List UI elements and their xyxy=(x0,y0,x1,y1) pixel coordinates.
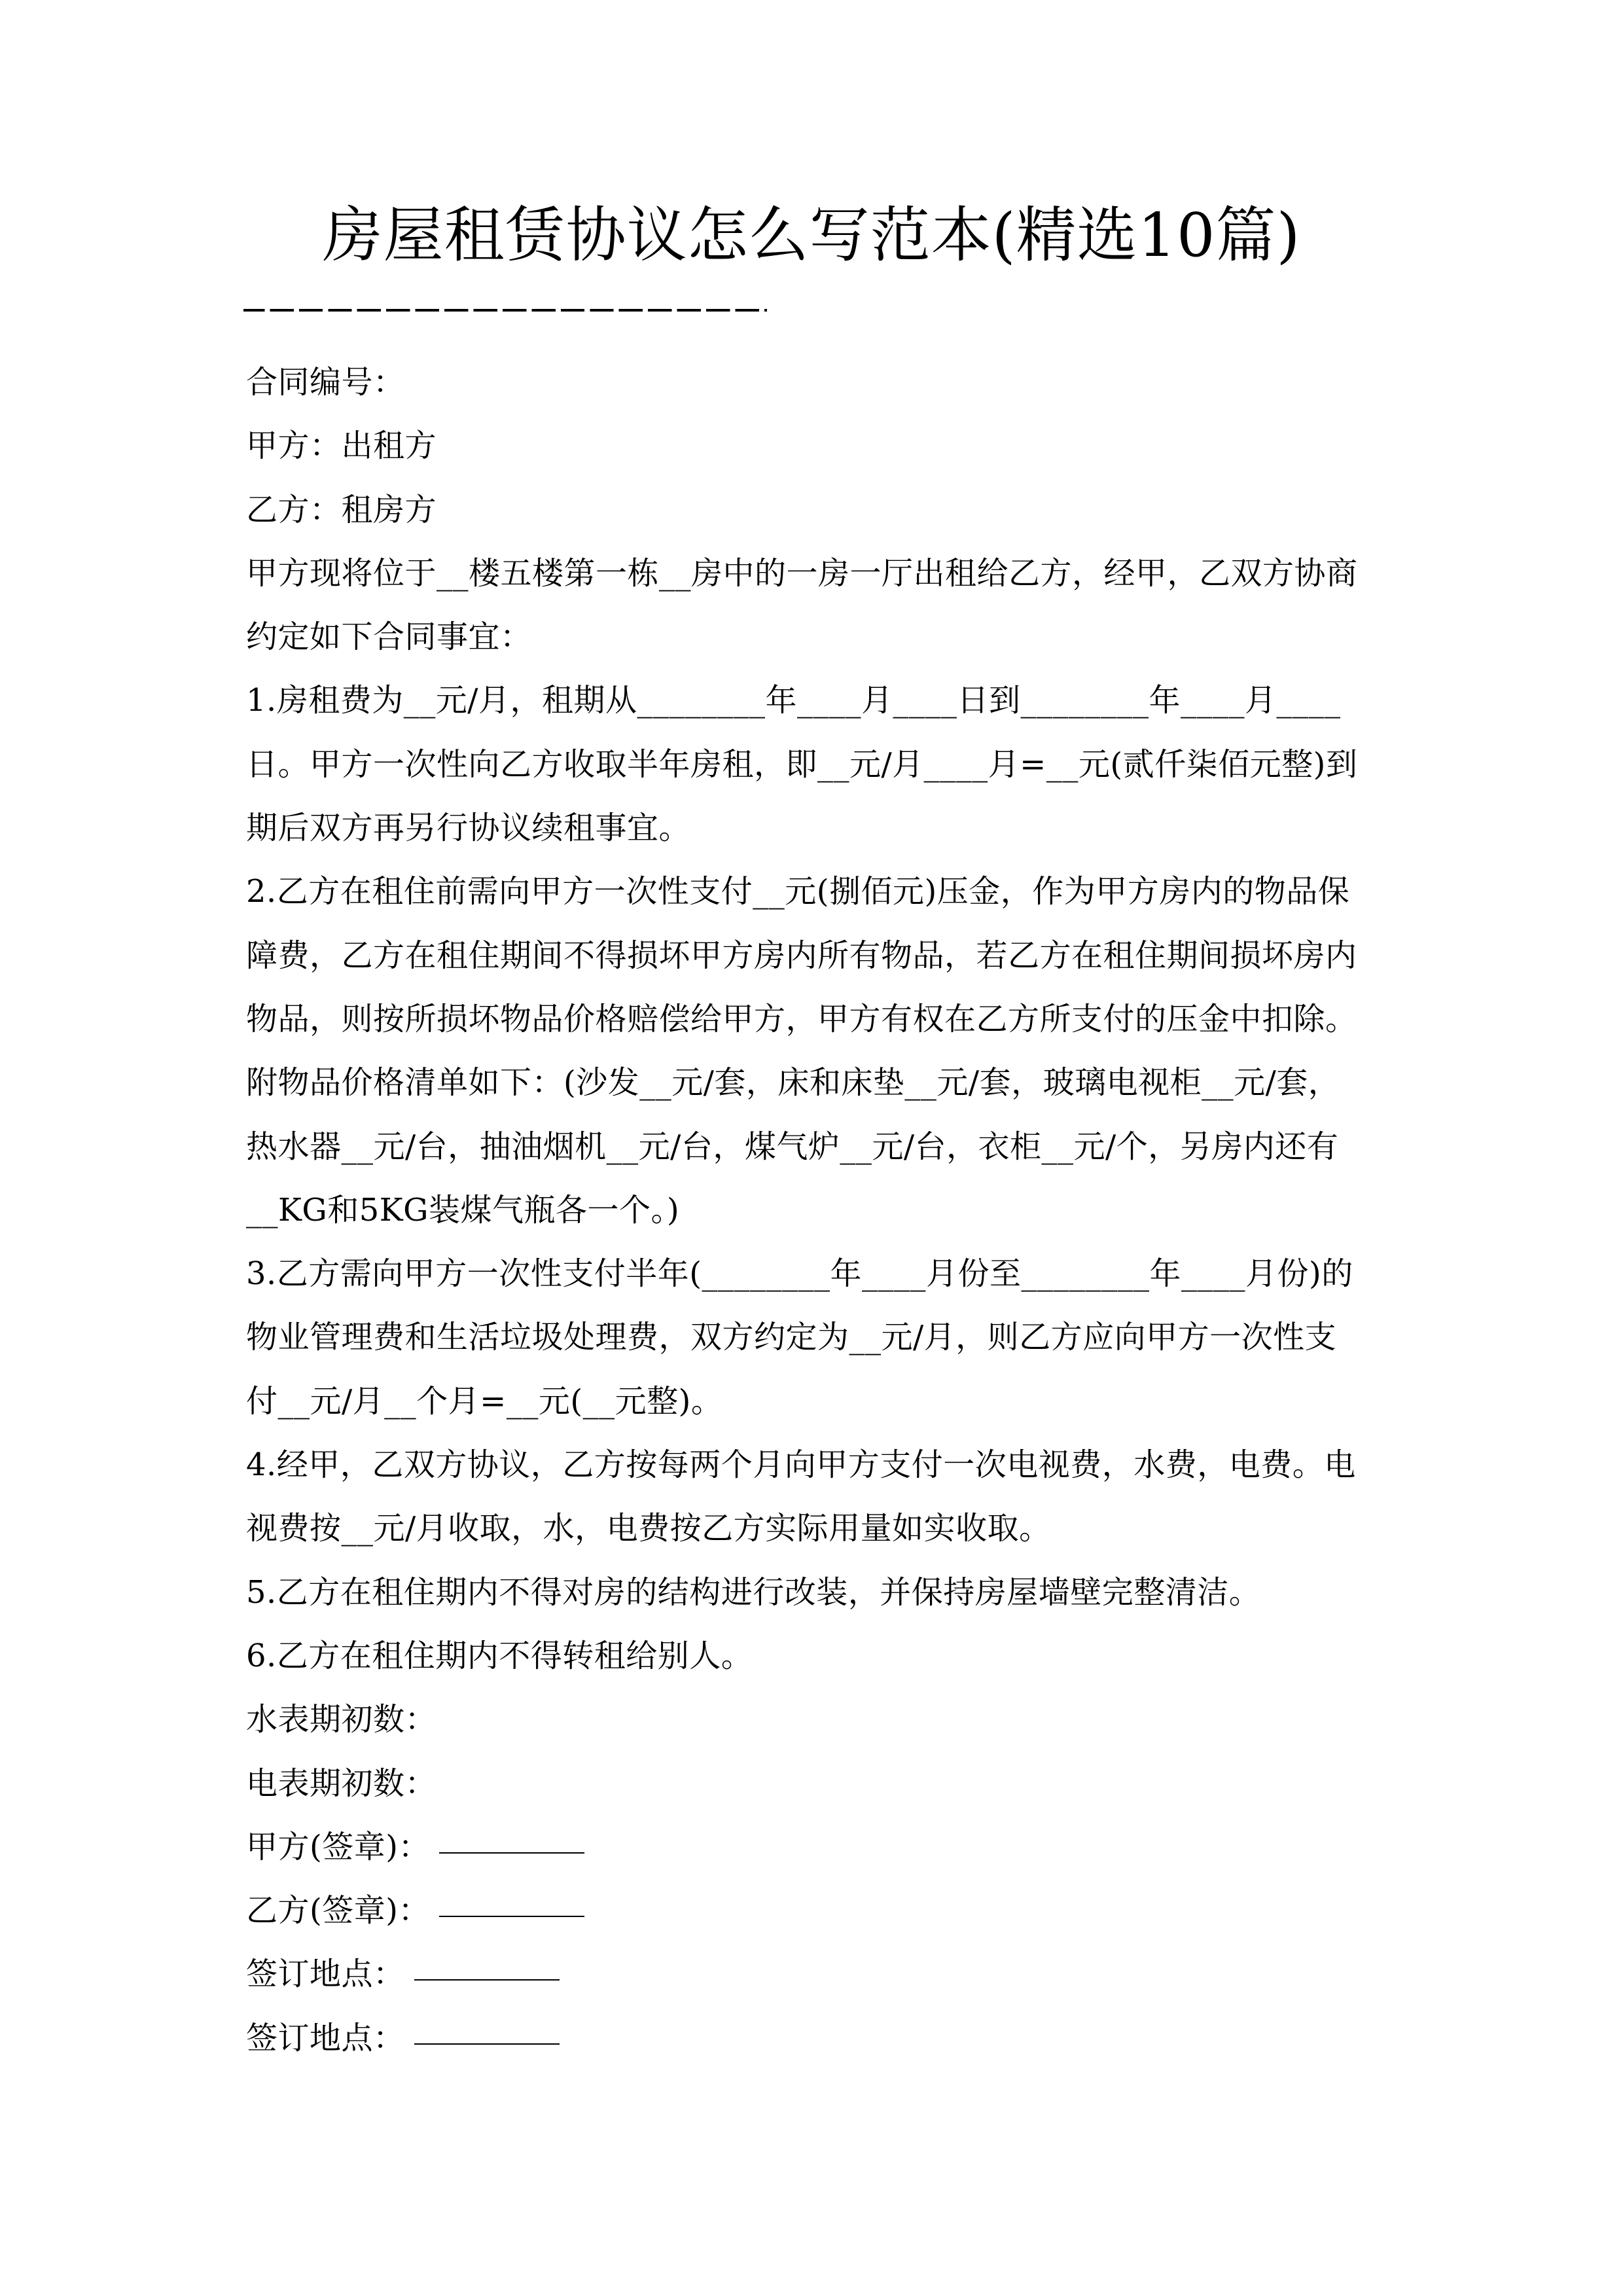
clause-line: 6.乙方在租住期内不得转租给别人。 xyxy=(246,1637,753,1674)
clause-line: 2.乙方在租住前需向甲方一次性支付__元(捌佰元)压金，作为甲方房内的物品保 xyxy=(246,873,1350,910)
signing-place-blank-2 xyxy=(414,2043,560,2045)
clause-6 xyxy=(246,1624,1385,1688)
party-a-signature-row xyxy=(246,1816,1385,1879)
contract-number-field: 合同编号： xyxy=(246,364,405,401)
contract-body xyxy=(246,351,1385,2070)
party-b-field: 乙方：租房方 xyxy=(246,491,437,528)
party-a-signature-label: 甲方(签章)： xyxy=(246,1828,430,1865)
water-meter-initial-reading: 水表期初数： xyxy=(246,1701,437,1738)
party-a-field: 甲方：出租方 xyxy=(246,427,437,465)
clause-line: 4.经甲，乙双方协议，乙方按每两个月向甲方支付一次电视费，水费，电费。电 xyxy=(246,1446,1356,1484)
clause-line: 日。甲方一次性向乙方收取半年房租，即__元/月____月=__元(贰仟柒佰元整)到 xyxy=(246,745,1358,783)
party-b-signature-label: 乙方(签章)： xyxy=(246,1892,430,1929)
intro-line: 约定如下合同事宜： xyxy=(246,619,532,656)
clause-line: 付__元/月__个月=__元(__元整)。 xyxy=(246,1382,723,1420)
clause-line: 物品，则按所损坏物品价格赔偿给甲方，甲方有权在乙方所支付的压金中扣除。 xyxy=(246,1000,1357,1037)
signing-place-label: 签订地点： xyxy=(246,1956,405,1993)
clause-line: 3.乙方需向甲方一次性支付半年(________年____月份至________年____月份)的 xyxy=(246,1255,1353,1293)
title-separator-line xyxy=(243,309,767,312)
clause-line: 附物品价格清单如下：(沙发__元/套，床和床垫__元/套，玻璃电视柜__元/套， xyxy=(246,1064,1340,1102)
clause-line: 1.房租费为__元/月，租期从________年____月____日到________年____月____ xyxy=(246,682,1341,719)
signing-place-blank xyxy=(414,1979,560,1981)
signing-place-row-2 xyxy=(246,2007,1385,2070)
clause-line: 热水器__元/台，抽油烟机__元/台，煤气炉__元/台，衣柜__元/个，另房内还有 xyxy=(246,1128,1339,1165)
clause-line: 障费，乙方在租住期间不得损坏甲方房内所有物品，若乙方在租住期间损坏房内 xyxy=(246,937,1357,974)
document-title: 房屋租赁协议怎么写范本(精选10篇) xyxy=(322,200,1301,270)
clause-1 xyxy=(246,669,1385,860)
party-a-signature-blank xyxy=(439,1852,584,1854)
clause-5 xyxy=(246,1561,1385,1624)
signing-place-row xyxy=(246,1943,1385,2006)
clause-3 xyxy=(246,1242,1385,1433)
clause-line: 期后双方再另行协议续租事宜。 xyxy=(246,810,691,847)
clause-line: 物业管理费和生活垃圾处理费，双方约定为__元/月，则乙方应向甲方一次性支 xyxy=(246,1319,1337,1356)
clause-line: 视费按__元/月收取，水，电费按乙方实际用量如实收取。 xyxy=(246,1510,1051,1547)
intro-paragraph xyxy=(246,542,1385,670)
party-b-signature-row xyxy=(246,1879,1385,1943)
clause-4 xyxy=(246,1433,1385,1561)
party-b-signature-blank xyxy=(439,1916,584,1917)
signing-place-label-2: 签订地点： xyxy=(246,2019,405,2056)
electricity-meter-initial-reading: 电表期初数： xyxy=(246,1765,437,1802)
clause-line: 5.乙方在租住期内不得对房的结构进行改装，并保持房屋墙壁完整清洁。 xyxy=(246,1573,1261,1611)
clause-2 xyxy=(246,860,1385,1242)
clause-line: __KG和5KG装煤气瓶各一个。) xyxy=(246,1191,680,1229)
intro-line: 甲方现将位于__楼五楼第一栋__房中的一房一厅出租给乙方，经甲，乙双方协商 xyxy=(246,554,1358,592)
